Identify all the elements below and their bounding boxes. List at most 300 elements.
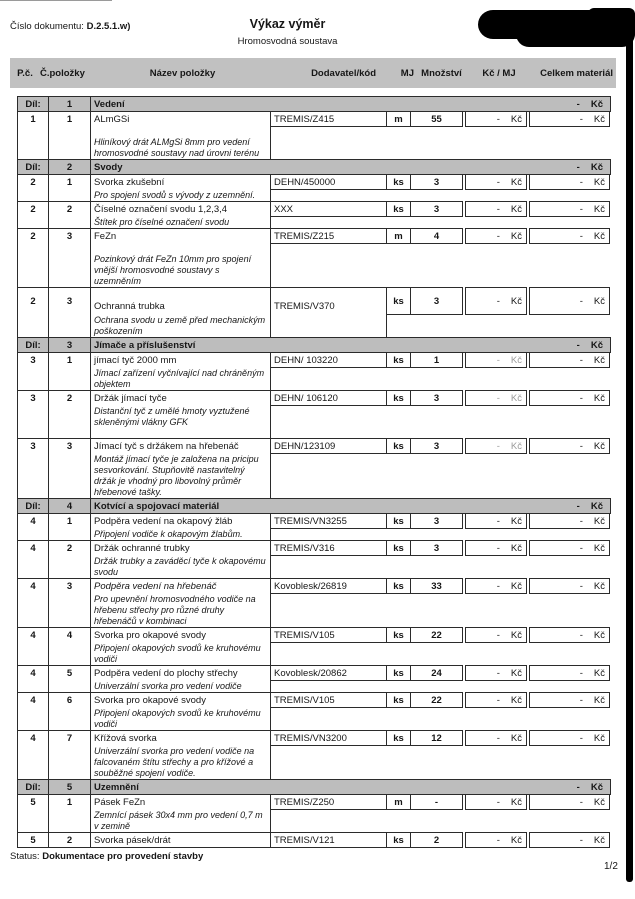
- cell-item-no: 3: [48, 438, 91, 454]
- item-row: [17, 578, 613, 594]
- item-row: [17, 692, 613, 708]
- section-title: Jímače a příslušenství: [94, 339, 196, 351]
- price-dash: -: [496, 667, 500, 679]
- currency-label: Kč: [593, 295, 605, 307]
- cell-pc-empty: [17, 405, 49, 439]
- column-header-4: MJ: [400, 67, 414, 79]
- cell-name: Držák ochranné trubky: [90, 540, 271, 556]
- price-dash: -: [579, 203, 583, 215]
- cell-pc: 4: [17, 540, 49, 556]
- cell-qty: 2: [410, 832, 463, 848]
- cell-item-no: 1: [48, 513, 91, 529]
- currency-label: Kč: [593, 580, 605, 592]
- cell-item-no: 1: [48, 174, 91, 190]
- price-dash: -: [579, 515, 583, 527]
- cell-name: jímací tyč 2000 mm: [90, 352, 271, 368]
- cell-total: [529, 730, 610, 746]
- currency-label: Kč: [510, 580, 522, 592]
- cell-unit-price: [465, 794, 527, 810]
- cell-name: Svorka pro okapové svody: [90, 627, 271, 643]
- cell-unit: ks: [386, 201, 411, 217]
- section-row: [17, 96, 613, 112]
- column-header-1: Č.položky: [40, 67, 85, 79]
- cell-pc: 4: [17, 730, 49, 746]
- cell-name: Podpěra vedení na okapový žláb: [90, 513, 271, 529]
- currency-label: Kč: [510, 515, 522, 527]
- currency-label: Kč: [593, 176, 605, 188]
- cell-section-number: 1: [48, 96, 91, 112]
- cell-pc: 4: [17, 513, 49, 529]
- cell-unit: ks: [386, 513, 411, 529]
- cell-unit: ks: [386, 627, 411, 643]
- cell-total: [529, 540, 610, 556]
- cell-pc: 2: [17, 287, 49, 315]
- cell-supplier: DEHN/450000: [270, 174, 387, 190]
- cell-qty: 3: [410, 540, 463, 556]
- section-total: [577, 782, 607, 793]
- cell-section-number: 2: [48, 159, 91, 175]
- column-header-7: Celkem materiál: [540, 67, 613, 79]
- cell-item-no: 2: [48, 540, 91, 556]
- document-number-value: D.2.5.1.w): [86, 21, 131, 32]
- cell-description: Ochrana svodu u země před mechanickým poškozením: [90, 314, 271, 338]
- cell-name: FeZn: [90, 228, 271, 244]
- cell-description: Zemnící pásek 30x4 mm pro vedení 0,7 m v zemině: [90, 809, 271, 833]
- price-dash: -: [579, 295, 583, 307]
- price-dash: -: [579, 580, 583, 592]
- price-dash: -: [496, 230, 500, 242]
- cell-pc: 4: [17, 578, 49, 594]
- page-subtitle: Hromosvodná soustava: [237, 36, 338, 47]
- item-row: [17, 832, 613, 848]
- item-row: [17, 352, 613, 368]
- price-dash: -: [496, 580, 500, 592]
- cell-unit-price: [465, 111, 527, 127]
- currency-label: Kč: [510, 796, 522, 808]
- currency-label: Kč: [590, 339, 603, 351]
- cell-total: [529, 578, 610, 594]
- status-label: Status:: [10, 851, 40, 862]
- price-dash: -: [496, 392, 500, 404]
- cell-qty: 3: [410, 201, 463, 217]
- cell-item-no-empty: [48, 745, 91, 780]
- cell-total: [529, 832, 610, 848]
- price-dash: -: [496, 694, 500, 706]
- cell-qty: 3: [410, 390, 463, 406]
- currency-label: Kč: [510, 732, 522, 744]
- cell-qty: 22: [410, 692, 463, 708]
- cell-item-no: 5: [48, 665, 91, 681]
- cell-total: [529, 438, 610, 454]
- cell-item-no: 3: [48, 578, 91, 594]
- currency-label: Kč: [510, 203, 522, 215]
- cell-section-title-and-total: [90, 159, 611, 175]
- cell-item-no-empty: [48, 405, 91, 439]
- cell-pc-empty: [17, 745, 49, 780]
- currency-label: Kč: [593, 515, 605, 527]
- column-header-3: Dodavatel/kód: [311, 67, 376, 79]
- description-row: [17, 243, 613, 288]
- price-dash: -: [496, 203, 500, 215]
- item-row: [17, 228, 613, 244]
- cell-section-label: Díl:: [17, 498, 49, 514]
- cell-name: Podpěra vedení do plochy střechy: [90, 665, 271, 681]
- cell-unit-price: [465, 627, 527, 643]
- cell-total: [529, 390, 610, 406]
- cell-description: Univerzální svorka pro vedení vodiče na falcovaném štítu střechy a pro křížové a souběžné spojení vodiče.: [90, 745, 271, 780]
- cell-name: Ochranná trubka: [90, 287, 271, 315]
- cell-item-no-empty: [48, 314, 91, 338]
- cell-item-no-empty: [48, 367, 91, 391]
- cell-unit: ks: [386, 390, 411, 406]
- cell-pc-empty: [17, 126, 49, 160]
- cell-supplier: TREMIS/VN3200: [270, 730, 387, 746]
- scan-edge-right: [626, 26, 633, 882]
- cell-total: [529, 794, 610, 810]
- cell-total: [529, 287, 610, 315]
- cell-item-no-empty: [48, 809, 91, 833]
- cell-qty: 3: [410, 513, 463, 529]
- description-row: [17, 126, 613, 160]
- cell-item-no-empty: [48, 593, 91, 628]
- cell-total: [529, 692, 610, 708]
- cell-qty: -: [410, 794, 463, 810]
- description-row: [17, 453, 613, 499]
- cell-total: [529, 201, 610, 217]
- price-dash: -: [496, 629, 500, 641]
- cell-total: [529, 111, 610, 127]
- column-header-0: P.č.: [17, 67, 33, 79]
- price-dash: -: [496, 834, 500, 846]
- cell-unit: ks: [386, 665, 411, 681]
- cell-item-no: 2: [48, 832, 91, 848]
- cell-pc-empty: [17, 453, 49, 499]
- description-row: [17, 593, 613, 628]
- cell-total: [529, 513, 610, 529]
- currency-label: Kč: [593, 230, 605, 242]
- cell-qty: 1: [410, 352, 463, 368]
- price-dash: -: [496, 354, 500, 366]
- price-dash: -: [496, 515, 500, 527]
- item-row: [17, 794, 613, 810]
- cell-pc-empty: [17, 314, 49, 338]
- cell-pc: 3: [17, 390, 49, 406]
- cell-section-title-and-total: [90, 498, 611, 514]
- cell-supplier: DEHN/123109: [270, 438, 387, 454]
- cell-unit: ks: [386, 730, 411, 746]
- price-dash: -: [496, 176, 500, 188]
- cell-supplier: TREMIS/V370: [270, 287, 387, 315]
- cell-section-label: Díl:: [17, 159, 49, 175]
- cell-description: Držák trubky a zaváděcí tyče k okapovému svodu: [90, 555, 271, 579]
- section-total: [577, 162, 607, 173]
- cell-supplier: Kovoblesk/20862: [270, 665, 387, 681]
- cell-name: Číselné označení svodu 1,2,3,4: [90, 201, 271, 217]
- section-row: [17, 498, 613, 514]
- cell-unit-price: [465, 832, 527, 848]
- cell-supplier: TREMIS/V105: [270, 692, 387, 708]
- section-title: Svody: [94, 161, 123, 173]
- cell-item-no-empty: [48, 243, 91, 288]
- cell-pc: 2: [17, 201, 49, 217]
- description-row: [17, 367, 613, 391]
- cell-total: [529, 228, 610, 244]
- item-row: [17, 438, 613, 454]
- cell-unit-price: [465, 390, 527, 406]
- cell-unit-price: [465, 201, 527, 217]
- cell-description: Jímací zařízení vyčnívající nad chráněným objektem: [90, 367, 271, 391]
- currency-label: Kč: [590, 98, 603, 110]
- document-number-label: Číslo dokumentu:: [10, 21, 87, 32]
- currency-label: Kč: [593, 113, 605, 125]
- cell-item-no: 1: [48, 352, 91, 368]
- cell-item-no: 2: [48, 390, 91, 406]
- cell-item-no: 6: [48, 692, 91, 708]
- cell-unit-price: [465, 692, 527, 708]
- cell-qty: 33: [410, 578, 463, 594]
- section-title: Kotvící a spojovací materiál: [94, 500, 220, 512]
- cell-unit-price: [465, 730, 527, 746]
- section-title: Uzemnění: [94, 781, 139, 793]
- price-dash: -: [576, 781, 580, 793]
- cell-item-no: 2: [48, 201, 91, 217]
- cell-item-no: 4: [48, 627, 91, 643]
- currency-label: Kč: [590, 161, 603, 173]
- currency-label: Kč: [593, 732, 605, 744]
- cell-description: Univerzální svorka pro vedení vodiče: [90, 680, 271, 693]
- cell-item-no-empty: [48, 707, 91, 731]
- cell-description: Štítek pro číselné označení svodu: [90, 216, 271, 229]
- currency-label: Kč: [510, 629, 522, 641]
- cell-pc: 5: [17, 832, 49, 848]
- cell-name: Podpěra vedení na hřebenáč: [90, 578, 271, 594]
- cell-pc: 2: [17, 174, 49, 190]
- price-dash: -: [496, 113, 500, 125]
- item-row: [17, 287, 613, 315]
- cell-description: Pro upevnění hromosvodného vodiče na hřebenu střechy pro různé druhy hřebenáčů v kombinaci: [90, 593, 271, 628]
- item-row: [17, 174, 613, 190]
- cell-unit: m: [386, 794, 411, 810]
- cell-unit: ks: [386, 438, 411, 454]
- price-dash: -: [576, 339, 580, 351]
- cell-item-no: 3: [48, 228, 91, 244]
- cell-unit: ks: [386, 352, 411, 368]
- cell-unit: m: [386, 228, 411, 244]
- price-dash: -: [576, 98, 580, 110]
- price-dash: -: [579, 113, 583, 125]
- cell-qty: 4: [410, 228, 463, 244]
- cell-unit: ks: [386, 540, 411, 556]
- cell-description: Montáž jímací tyče je založena na pricipu sesvorkování. Stupňovitě nastavitelný držák je vhodný pro libovolný průměr hřebenové tašky.: [90, 453, 271, 499]
- cell-name: ALmGSi: [90, 111, 271, 127]
- scan-edge-top: [0, 0, 112, 1]
- price-dash: -: [496, 542, 500, 554]
- currency-label: Kč: [510, 230, 522, 242]
- section-row: [17, 337, 613, 353]
- cell-section-label: Díl:: [17, 337, 49, 353]
- item-row: [17, 390, 613, 406]
- description-row: [17, 405, 613, 439]
- currency-label: Kč: [593, 542, 605, 554]
- cell-item-no: 7: [48, 730, 91, 746]
- item-row: [17, 627, 613, 643]
- price-dash: -: [496, 732, 500, 744]
- cell-supplier: TREMIS/V105: [270, 627, 387, 643]
- currency-label: Kč: [593, 834, 605, 846]
- cell-pc-empty: [17, 593, 49, 628]
- cell-total: [529, 627, 610, 643]
- cell-name: Držák jímací tyče: [90, 390, 271, 406]
- cell-qty: 22: [410, 627, 463, 643]
- cell-description: Připojení okapových svodů ke kruhovému vodiči: [90, 642, 271, 666]
- cell-qty: 3: [410, 438, 463, 454]
- price-dash: -: [579, 834, 583, 846]
- description-row: [17, 555, 613, 579]
- section-row: [17, 159, 613, 175]
- description-row: [17, 745, 613, 780]
- price-dash: -: [496, 440, 500, 452]
- price-dash: -: [579, 440, 583, 452]
- cell-pc: 4: [17, 627, 49, 643]
- price-dash: -: [576, 161, 580, 173]
- cell-unit-price: [465, 352, 527, 368]
- cell-item-no: 3: [48, 287, 91, 315]
- cell-supplier: Kovoblesk/26819: [270, 578, 387, 594]
- currency-label: Kč: [510, 440, 522, 452]
- currency-label: Kč: [593, 629, 605, 641]
- cell-unit-price: [465, 438, 527, 454]
- section-total: [577, 340, 607, 351]
- currency-label: Kč: [593, 440, 605, 452]
- cell-section-number: 5: [48, 779, 91, 795]
- price-dash: -: [576, 500, 580, 512]
- cell-pc: 1: [17, 111, 49, 127]
- cell-description: Připojení vodiče k okapovým žlabům.: [90, 528, 271, 541]
- cell-section-label: Díl:: [17, 779, 49, 795]
- price-dash: -: [579, 796, 583, 808]
- item-row: [17, 201, 613, 217]
- currency-label: Kč: [593, 354, 605, 366]
- cell-unit-price: [465, 513, 527, 529]
- price-dash: -: [496, 295, 500, 307]
- cell-supplier: TREMIS/V121: [270, 832, 387, 848]
- cell-pc-empty: [17, 555, 49, 579]
- description-row: [17, 642, 613, 666]
- cell-pc: 5: [17, 794, 49, 810]
- currency-label: Kč: [593, 694, 605, 706]
- section-title: Vedení: [94, 98, 125, 110]
- cell-supplier: XXX: [270, 201, 387, 217]
- cell-pc: 3: [17, 438, 49, 454]
- cell-supplier: TREMIS/VN3255: [270, 513, 387, 529]
- item-row: [17, 513, 613, 529]
- price-dash: -: [496, 796, 500, 808]
- cell-name: Svorka pro okapové svody: [90, 692, 271, 708]
- cell-supplier: TREMIS/Z215: [270, 228, 387, 244]
- description-row: [17, 314, 613, 338]
- cell-name: Svorka zkušební: [90, 174, 271, 190]
- cell-description: Hliníkový drát ALMgSi 8mm pro vedení hromosvodné soustavy nad úrovni terénu: [90, 126, 271, 160]
- currency-label: Kč: [510, 295, 522, 307]
- cell-section-number: 4: [48, 498, 91, 514]
- cell-unit: ks: [386, 692, 411, 708]
- cell-qty: 12: [410, 730, 463, 746]
- column-header-5: Množství: [421, 67, 462, 79]
- cell-supplier: DEHN/ 106120: [270, 390, 387, 406]
- cell-supplier: TREMIS/Z250: [270, 794, 387, 810]
- cell-total: [529, 352, 610, 368]
- cell-unit-price: [465, 287, 527, 315]
- currency-label: Kč: [510, 176, 522, 188]
- currency-label: Kč: [510, 667, 522, 679]
- cell-supplier-empty: [270, 314, 387, 338]
- currency-label: Kč: [510, 834, 522, 846]
- item-row: [17, 540, 613, 556]
- cell-description: Připojení okapových svodů ke kruhovému vodiči: [90, 707, 271, 731]
- cell-name: Svorka pásek/drát: [90, 832, 271, 848]
- cell-supplier: DEHN/ 103220: [270, 352, 387, 368]
- cell-section-label: Díl:: [17, 96, 49, 112]
- section-total: [577, 501, 607, 512]
- description-row: [17, 809, 613, 833]
- currency-label: Kč: [593, 796, 605, 808]
- cell-name: Křížová svorka: [90, 730, 271, 746]
- cell-section-title-and-total: [90, 337, 611, 353]
- status-value: Dokumentace pro provedení stavby: [42, 851, 204, 862]
- cell-section-title-and-total: [90, 96, 611, 112]
- cell-total: [529, 174, 610, 190]
- cell-item-no-empty: [48, 642, 91, 666]
- currency-label: Kč: [590, 781, 603, 793]
- price-dash: -: [579, 732, 583, 744]
- cell-pc: 2: [17, 228, 49, 244]
- price-dash: -: [579, 392, 583, 404]
- cell-unit-price: [465, 540, 527, 556]
- currency-label: Kč: [593, 392, 605, 404]
- cell-pc: 3: [17, 352, 49, 368]
- cell-qty: 24: [410, 665, 463, 681]
- cell-name: Jímací tyč s držákem na hřebenáč: [90, 438, 271, 454]
- cell-unit: m: [386, 111, 411, 127]
- page-title: Výkaz výměr: [249, 17, 326, 31]
- cell-supplier: TREMIS/V316: [270, 540, 387, 556]
- status-line: [10, 851, 203, 862]
- cell-unit-price: [465, 665, 527, 681]
- cell-unit: ks: [386, 287, 411, 315]
- price-dash: -: [579, 176, 583, 188]
- column-header-6: Kč / MJ: [482, 67, 516, 79]
- description-row: [17, 707, 613, 731]
- section-row: [17, 779, 613, 795]
- currency-label: Kč: [510, 113, 522, 125]
- cell-item-no-empty: [48, 453, 91, 499]
- cell-section-number: 3: [48, 337, 91, 353]
- cell-item-no: 1: [48, 111, 91, 127]
- table-header-row: [10, 58, 616, 88]
- cell-supplier: TREMIS/Z415: [270, 111, 387, 127]
- cell-pc-empty: [17, 243, 49, 288]
- currency-label: Kč: [593, 203, 605, 215]
- section-total: [577, 99, 607, 110]
- cell-pc-empty: [17, 367, 49, 391]
- cell-unit: ks: [386, 578, 411, 594]
- currency-label: Kč: [510, 354, 522, 366]
- cell-description: Distanční tyč z umělé hmoty vyztužené skleněnými vlákny GFK: [90, 405, 271, 439]
- item-row: [17, 730, 613, 746]
- cell-pc: 4: [17, 692, 49, 708]
- price-dash: -: [579, 667, 583, 679]
- cell-pc-empty: [17, 707, 49, 731]
